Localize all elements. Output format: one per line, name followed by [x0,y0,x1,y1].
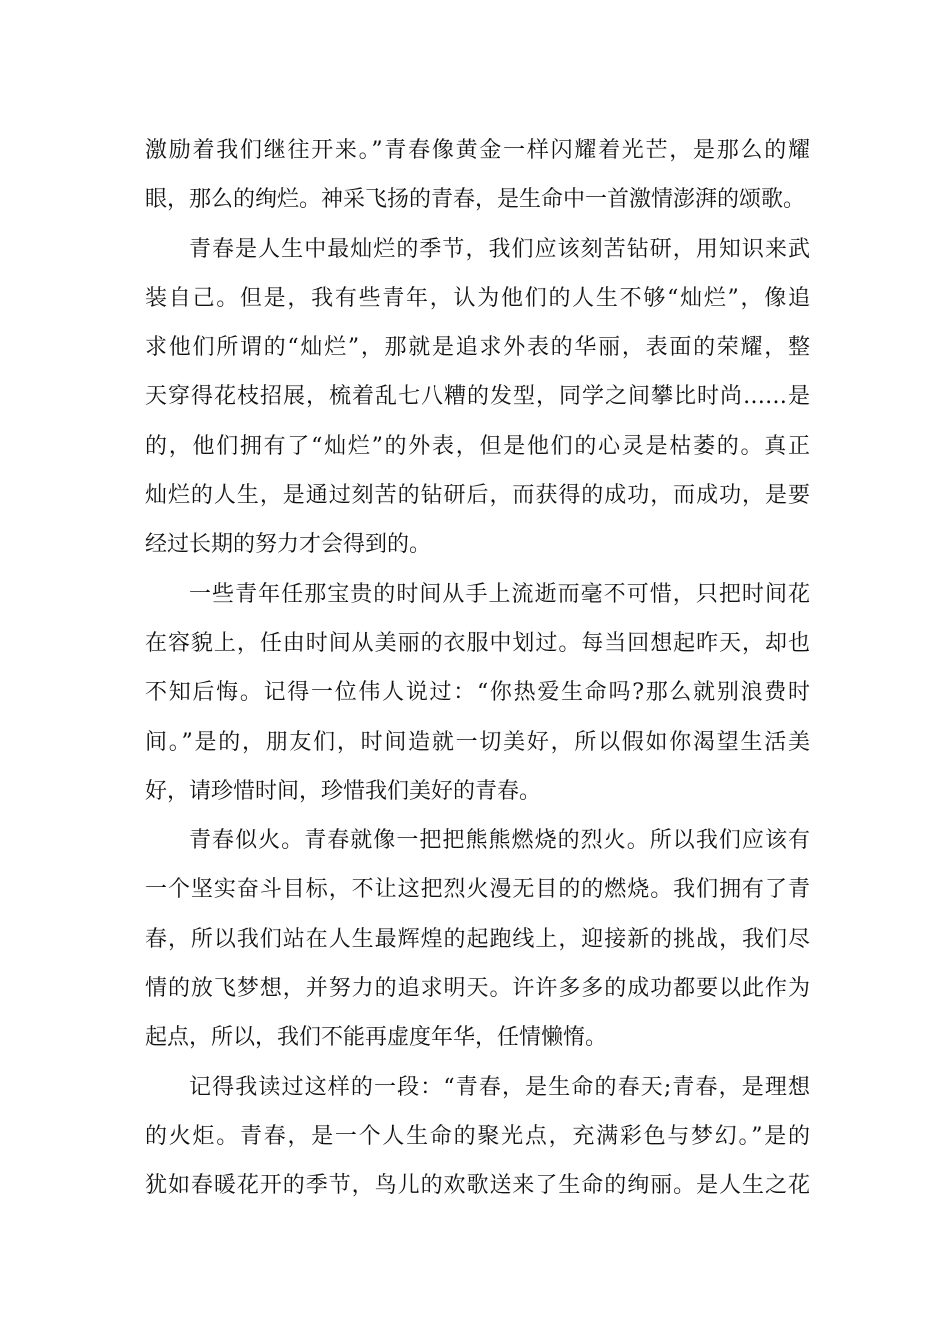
text-line: 的火炬。青春，是一个人生命的聚光点，充满彩色与梦幻。”是的 [145,1123,810,1149]
text-line: 青春似火。青春就像一把把熊熊燃烧的烈火。所以我们应该有 [189,828,810,854]
text-line: 春，所以我们站在人生最辉煌的起跑线上，迎接新的挑战，我们尽 [145,926,810,952]
text-line: 好，请珍惜时间，珍惜我们美好的青春。 [145,778,542,804]
text-line: 眼，那么的绚烂。神采飞扬的青春，是生命中一首激情澎湃的颂歌。 [145,187,806,213]
text-line: 一个坚实奋斗目标，不让这把烈火漫无目的的燃烧。我们拥有了青 [145,877,810,903]
text-line: 青春是人生中最灿烂的季节，我们应该刻苦钻研，用知识来武 [189,236,810,262]
text-line: 灿烂的人生，是通过刻苦的钻研后，而获得的成功，而成功，是要 [145,483,810,509]
text-line: 激励着我们继往开来。”青春像黄金一样闪耀着光芒，是那么的耀 [145,138,810,163]
text-line: 一些青年任那宝贵的时间从手上流逝而毫不可惜，只把时间花 [189,581,810,607]
text-line: 起点，所以，我们不能再虚度年华，任情懒惰。 [145,1025,608,1051]
text-line: 间。”是的，朋友们，时间造就一切美好，所以假如你渴望生活美 [145,729,810,755]
text-line: 装自己。但是，我有些青年，认为他们的人生不够“灿烂”，像追 [145,285,810,311]
text-line: 犹如春暖花开的季节，鸟儿的欢歌送来了生命的绚丽。是人生之花 [145,1173,810,1199]
text-line: 记得我读过这样的一段：“青春，是生命的春天;青春，是理想 [189,1074,810,1100]
text-line: 天穿得花枝招展，梳着乱七八糟的发型，同学之间攀比时尚……是 [145,384,810,410]
text-line: 不知后悔。记得一位伟人说过：“你热爱生命吗?那么就别浪费时 [145,680,810,706]
text-line: 求他们所谓的“灿烂”，那就是追求外表的华丽，表面的荣耀，整 [145,335,810,361]
text-line: 经过长期的努力才会得到的。 [145,532,432,558]
text-line: 情的放飞梦想，并努力的追求明天。许许多多的成功都要以此作为 [145,976,810,1002]
text-line: 的，他们拥有了“灿烂”的外表，但是他们的心灵是枯萎的。真正 [145,433,810,459]
body-text [145,126,810,1211]
text-line: 在容貌上，任由时间从美丽的衣服中划过。每当回想起昨天，却也 [145,630,810,656]
